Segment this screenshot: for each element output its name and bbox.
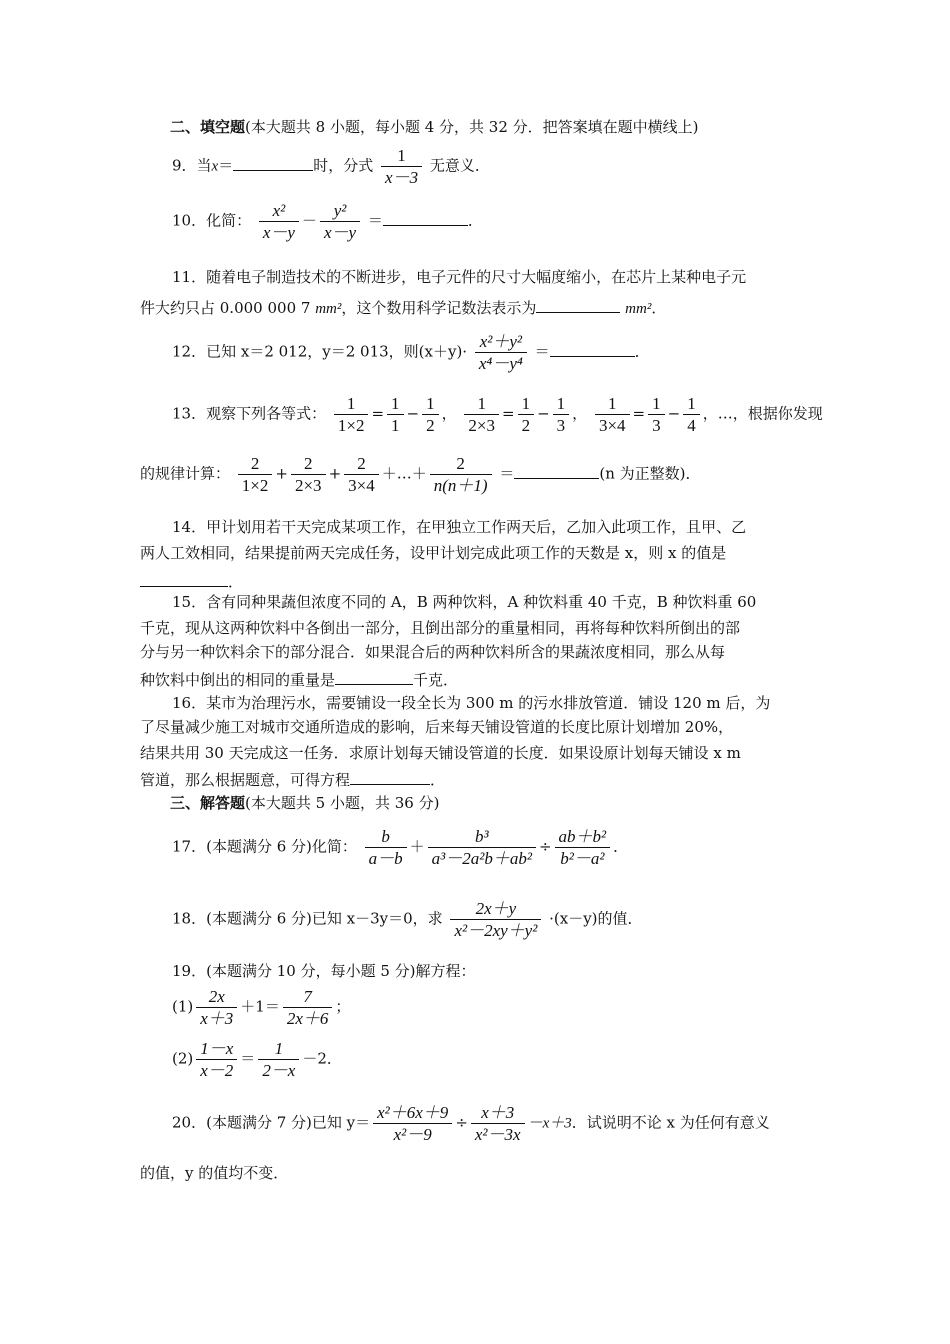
q13-term-2 (291, 455, 326, 494)
q19-p1f2-d: 2x＋6 (286, 1009, 329, 1028)
q12-fraction (475, 333, 527, 372)
q13-eq1-lhs (334, 395, 369, 434)
q13-eq2-d: 2 (521, 416, 531, 435)
q13-eq2-b: 2×3 (468, 416, 495, 435)
q17-f1-n: b (365, 828, 407, 848)
q15-line-3: 分与另一种饮料余下的部分混合．如果混合后的两种饮料所含的果蔬浓度相同，那么从每 (140, 643, 726, 661)
q13-eq1-d: 1 (391, 416, 400, 435)
q9-eq: ＝ (218, 156, 234, 175)
q19-p1f2-n: 7 (283, 988, 333, 1008)
q18-prefix: 18．(本题满分 6 分)已知 x－3y＝0，求 (172, 909, 443, 928)
q13-eq1-c: 1 (387, 395, 404, 415)
q13-eq3-b: 3×4 (598, 416, 626, 435)
q11-text-b: ，这个数用科学记数法表示为 (341, 299, 537, 317)
section-3-title: 三、解答题 (170, 794, 246, 812)
q13-eq2-c: 1 (518, 395, 535, 415)
q15-line-1: 15．含有同种果蔬但浓度不同的 A，B 两种饮料，A 种饮料重 40 千克，B 种饮料重 60 (172, 593, 757, 611)
q17-f2-d: a³－2a²b＋ab² (431, 849, 532, 868)
q13-line-2: 的规律计算： $\frac{2}{1\times 2}$ + $\frac{2}{2\times 3}$ + $\frac{2}{3\times 4}$ ＋…＋ $\frac{2}{n(n+1)}$ ＝ (n 为正整数)． (140, 454, 701, 495)
q20-f2-d: x²－3x (474, 1125, 521, 1144)
q18-num: 2x＋y (450, 900, 541, 920)
q16-text-a: 管道，那么根据题意，可得方程 (140, 771, 351, 789)
q19-p2-fraction-1 (196, 1040, 237, 1079)
q19-p2f2-n: 1 (258, 1040, 299, 1060)
q9-num: 1 (381, 147, 422, 167)
section-2-note: (本大题共 8 小题，每小题 4 分，共 32 分．把答案填在题中横线上) (245, 118, 699, 136)
q19-p2f2-d: 2－x (262, 1061, 296, 1080)
q13-tn-d: n(n＋1) (433, 476, 488, 495)
q9-prefix: 9．当 (172, 156, 212, 175)
q19-p2-label: (2) (172, 1049, 194, 1068)
q13-answer-blank[interactable] (514, 464, 599, 479)
q16-answer-blank[interactable] (350, 770, 430, 785)
q17-fraction-1 (365, 828, 407, 867)
q15-line-2: 千克，现从这两种饮料中各倒出一部分，且倒出部分的重量相同，再将每种饮料所倒出的部 (140, 619, 741, 637)
q13-eq1-f: 2 (426, 416, 435, 435)
q20-f1-d: x²－9 (393, 1125, 432, 1144)
q18-suffix: ·(x－y)的值． (549, 909, 643, 928)
section-3-note: (本大题共 5 小题，共 36 分) (245, 794, 440, 812)
q13-eq1-e: 1 (422, 395, 439, 415)
q13-note: (n 为正整数)． (599, 464, 701, 483)
q13-eq2-f: 3 (556, 416, 566, 435)
question-9 (172, 147, 490, 186)
q13-eq3-f: 4 (687, 416, 696, 435)
q13-eq1-r2 (422, 395, 439, 434)
q11-line-2 (140, 298, 666, 317)
q13-t3-n: 2 (344, 455, 379, 475)
q20-f1-n: x²＋6x＋9 (373, 1104, 452, 1124)
q9-suffix: 无意义． (429, 156, 490, 175)
q9-den: x－3 (385, 168, 419, 187)
q15-line-4 (140, 670, 458, 688)
q19-p1f1-d: x＋3 (200, 1009, 234, 1028)
question-10 (172, 202, 483, 241)
q13-line-1: 13．观察下列各等式： $\frac{1}{1\times 2}$ = $\frac{1}{1}$ − $\frac{1}{2}$ ， $\frac{1}{2\times 3}$ = $\frac{1}{2}$ − $\frac{1}{3}$ ， $\frac{1}{3\times 4}$ = $\frac{1}{3}$ − $\frac{1}{4}$ ，…，根据你发现 (172, 394, 823, 435)
q17-op1: ＋ (409, 837, 425, 856)
q13-t2-d: 2×3 (294, 476, 322, 495)
q14-line-3 (140, 572, 243, 590)
q13-eq3-d: 3 (652, 416, 661, 435)
q10-prefix: 10．化简： (172, 211, 252, 230)
q13-prefix: 13．观察下列各等式： (172, 404, 327, 423)
q13-eq2-e: 1 (553, 395, 570, 415)
q19-p1-fraction-1 (196, 988, 237, 1027)
q13-eq3-a: 1 (595, 395, 630, 415)
q13-eq1-b: 1×2 (337, 416, 365, 435)
section-2-title: 二、填空题 (170, 118, 246, 136)
q13-term-n (430, 455, 492, 494)
q13-term-3 (344, 455, 379, 494)
q13-eq2-r1 (518, 395, 535, 434)
q19-p1-end: ； (335, 997, 351, 1016)
q13-eq2-r2 (553, 395, 570, 434)
q10-answer-blank[interactable] (383, 211, 468, 226)
q10-num1: x² (259, 202, 299, 222)
q9-var: x (211, 158, 219, 175)
q11-unit-2: mm² (625, 301, 652, 317)
q16-line-1: 16．某市为治理污水，需要铺设一段全长为 300 m 的污水排放管道．铺设 120 m 后，为 (172, 694, 771, 712)
q19-p1-label: (1) (172, 997, 194, 1016)
q20-suffix: ．试说明不论 x 为任何有意义 (571, 1113, 770, 1132)
q13-eq3-e: 1 (683, 395, 700, 415)
q13-eq1-a: 1 (334, 395, 369, 415)
q9-fraction (381, 147, 422, 186)
q11-unit: mm² (315, 301, 342, 317)
q10-fraction-1 (259, 202, 299, 241)
q13-t1-d: 1×2 (241, 476, 269, 495)
q10-den2: x－y (323, 223, 357, 242)
q14-end: ． (228, 573, 244, 591)
q15-answer-blank[interactable] (335, 670, 413, 685)
q19-p1f1-n: 2x (196, 988, 237, 1008)
question-17 (172, 828, 628, 867)
q14-line-1: 14．甲计划用若干天完成某项工作，在甲独立工作两天后，乙加入此项工作，且甲、乙 (172, 518, 747, 536)
q16-line-4 (140, 770, 445, 788)
q17-fraction-3 (555, 828, 611, 867)
q17-op2: ÷ (538, 837, 552, 856)
q10-op: － (301, 211, 317, 230)
q13-eq3-r2 (683, 395, 700, 434)
q12-answer-blank[interactable] (550, 342, 635, 357)
q13-eq3-c: 1 (648, 395, 665, 415)
q14-line-2: 两人工效相同，结果提前两天完成任务，设甲计划完成此项工作的天数是 x，则 x 的值是 (140, 544, 727, 562)
q17-end: ． (613, 837, 629, 856)
q19-part-2 (172, 1040, 342, 1079)
q11-answer-blank[interactable] (536, 298, 620, 313)
q19-p2f1-n: 1－x (196, 1040, 237, 1060)
q17-f1-d: a－b (368, 849, 403, 868)
q18-fraction (450, 900, 541, 939)
q17-f2-n: b³ (428, 828, 536, 848)
question-18 (172, 900, 643, 939)
q11-end: ． (651, 299, 667, 317)
q13-eq3-r1 (648, 395, 665, 434)
q17-f3-n: ab＋b² (555, 828, 611, 848)
section-3-heading (170, 796, 439, 811)
q13-t2-n: 2 (291, 455, 326, 475)
q12-prefix: 12．已知 x＝2 012，y＝2 013，则(x＋y)· (172, 342, 468, 361)
q20-prefix: 20．(本题满分 7 分)已知 y＝ (172, 1113, 371, 1132)
q13-eq: ＝ (499, 464, 515, 483)
q19-p1-fraction-2 (283, 988, 333, 1027)
q16-end: ． (430, 771, 446, 789)
q17-prefix: 17．(本题满分 6 分)化简： (172, 837, 357, 856)
q20-f2-n: x＋3 (471, 1104, 525, 1124)
q11-text-a: 件大约只占 0.000 000 7 (140, 299, 311, 317)
q13-eq1-r1 (387, 395, 404, 434)
q16-line-2: 了尽量减少施工对城市交通所造成的影响，后来每天铺设管道的长度比原计划增加 20%， (140, 718, 734, 736)
q12-end: ． (634, 342, 650, 361)
q9-answer-blank[interactable] (233, 156, 313, 171)
q10-fraction-2 (320, 202, 360, 241)
q13-eq2-a: 1 (464, 395, 499, 415)
q11-line-1: 11．随着电子制造技术的不断进步，电子元件的尺寸大幅度缩小，在芯片上某种电子元 (172, 268, 747, 286)
q13-dots: ＋…＋ (381, 464, 427, 483)
q20-fraction-1 (373, 1104, 452, 1143)
q13-eq3-lhs (595, 395, 630, 434)
q19-heading: 19．(本题满分 10 分，每小题 5 分)解方程： (172, 962, 476, 980)
q18-den: x²－2xy＋y² (454, 921, 538, 940)
q19-p1-mid: ＋1＝ (240, 997, 280, 1016)
q19-p2-fraction-2 (258, 1040, 299, 1079)
q17-f3-d: b²－a² (560, 849, 605, 868)
q10-end: ． (467, 211, 483, 230)
q9-mid: 时，分式 (313, 156, 374, 175)
q13-eq2-lhs (464, 395, 499, 434)
q19-p2-end: －2． (302, 1049, 342, 1068)
q10-den1: x－y (262, 223, 295, 242)
q12-eq: ＝ (534, 342, 550, 361)
q20-fraction-2 (471, 1104, 525, 1143)
q20-line-2: 的值，y 的值均不变． (140, 1164, 289, 1182)
q12-den: x⁴－y⁴ (478, 354, 523, 373)
q14-answer-blank[interactable] (140, 572, 228, 587)
q13-t3-d: 3×4 (348, 476, 375, 495)
q20-op: ÷ (455, 1113, 468, 1132)
q19-p2f1-d: x－2 (200, 1061, 234, 1080)
q13-after: ，…，根据你发现 (702, 404, 823, 423)
q15-text-a: 种饮料中倒出的相同的重量是 (140, 671, 336, 689)
q13-tn-n: 2 (430, 455, 492, 475)
q13-line2-prefix: 的规律计算： (140, 464, 231, 483)
q15-text-b: 千克． (413, 671, 459, 689)
q12-num: x²＋y² (475, 333, 527, 353)
q19-part-1 (172, 988, 350, 1027)
question-12 (172, 333, 650, 372)
q16-line-3: 结果共用 30 天完成这一任务．求原计划每天铺设管道的长度．如果设原计划每天铺设 x m (140, 744, 741, 762)
q13-term-1 (238, 455, 273, 494)
q10-eq: ＝ (367, 211, 383, 230)
q19-p2-mid: ＝ (240, 1049, 256, 1068)
q20-tail: －x＋3 (527, 1115, 572, 1132)
q10-num2: y² (320, 202, 360, 222)
q17-fraction-2 (428, 828, 536, 867)
q13-t1-n: 2 (238, 455, 273, 475)
q20-line-1 (172, 1104, 770, 1143)
section-2-heading (170, 120, 699, 135)
